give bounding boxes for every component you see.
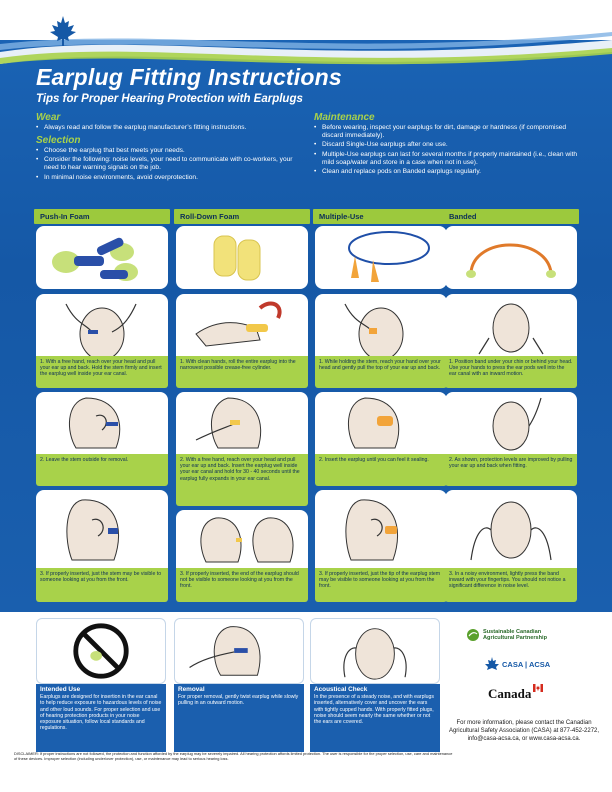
selection-list xyxy=(36,147,306,183)
scap-line1: Sustainable Canadian xyxy=(483,629,542,635)
column-header-roll-down-foam: Roll-Down Foam xyxy=(174,209,310,224)
removal-heading: Removal xyxy=(178,686,205,693)
banded-step3-caption: 3. In a noisy environment, lightly press the band inward with your fingertips. You should not notice a significant difference in noise level. xyxy=(445,568,577,602)
maple-leaf-logo xyxy=(46,14,80,48)
multiple-use-step3-caption: 3. If properly inserted, just the tip of the earplug stem may be visible to someone looking at you from the front. xyxy=(315,568,447,602)
removal-image xyxy=(174,618,304,684)
multiple-use-step1-image xyxy=(315,294,447,356)
acoustical-check-block xyxy=(310,684,440,752)
maintenance-heading: Maintenance xyxy=(314,112,375,123)
banded-product-image xyxy=(445,226,577,289)
scap-line2: Agricultural Partnership xyxy=(483,635,548,642)
page-title: Earplug Fitting Instructions xyxy=(36,64,342,90)
column-header-banded: Banded xyxy=(443,209,579,224)
scap-logo-text xyxy=(483,629,547,642)
push-in-foam-step2-caption: 2. Leave the stem outside for removal. xyxy=(36,454,168,486)
multiple-use-step1-caption: 1. While holding the stem, reach your hand over your head and gently pull the top of your ear up and back. xyxy=(315,356,447,388)
intended-use-image xyxy=(36,618,166,684)
banded-step3-image xyxy=(445,490,577,568)
multiple-use-step2-image xyxy=(315,392,447,454)
removal-block xyxy=(174,684,304,752)
selection-item: • Consider the following: noise levels, your need to communicate with co-workers, your need to hear warning signals on the job. xyxy=(36,156,306,172)
removal-text: For proper removal, gently twist earplug while slowly pulling in an outward motion. xyxy=(178,694,299,707)
multiple-use-step2-caption: 2. Insert the earplug until you can feel it sealing. xyxy=(315,454,447,486)
acoustical-check-text: In the presence of a steady noise, and with earplugs inserted, alternatively cover and uncover the ears with tightly cupped hands. With properly fitted plugs, noise should seem nearly the same whether or not the ears are covered. xyxy=(314,694,434,726)
push-in-foam-step3-caption: 3. If properly inserted, just the stem may be visible to someone looking at you from the front. xyxy=(36,568,168,602)
banded-step1-caption: 1. Position band under your chin or behind your head. Use your hands to press the ear pods well into the ear canal with an inward motion. xyxy=(445,356,577,388)
banded-step2-image xyxy=(445,392,577,454)
roll-down-foam-product-image xyxy=(176,226,308,289)
roll-down-foam-step1-image xyxy=(176,294,308,356)
wear-list xyxy=(36,124,306,133)
selection-item: • In minimal noise environments, avoid overprotection. xyxy=(36,174,306,182)
banded-step2-caption: 2. As shown, protection levels are improved by pulling your ear up and back when fitting. xyxy=(445,454,577,486)
roll-down-foam-step1-caption: 1. With clean hands, roll the entire earplug into the narrowest possible crease-free cylinder. xyxy=(176,356,308,388)
scap-logo-icon xyxy=(466,628,480,642)
maintenance-item: • Before wearing, inspect your earplugs for dirt, damage or hardness (if compromised discard immediately). xyxy=(314,124,584,140)
intended-use-text: Earplugs are designed for insertion in the ear canal to help reduce exposure to hazardous levels of noise and other loud sounds. For proper selection and use of hearing protection products in your noise exposure situation, follow local standards and regulations. xyxy=(40,694,162,732)
push-in-foam-product-image xyxy=(36,226,168,289)
casa-logo-text: CASA | ACSA xyxy=(502,660,551,669)
column-header-push-in-foam: Push-In Foam xyxy=(34,209,170,224)
roll-down-foam-step3-caption: 3. If properly inserted, the end of the earplug should not be visible to someone looking at you from the front. xyxy=(176,568,308,602)
intended-use-block xyxy=(36,684,166,752)
banded-step1-image xyxy=(445,294,577,356)
column-header-multiple-use: Multiple-Use xyxy=(313,209,449,224)
selection-item: • Choose the earplug that best meets your needs. xyxy=(36,147,306,155)
wear-heading: Wear xyxy=(36,112,61,123)
selection-heading: Selection xyxy=(36,135,81,146)
roll-down-foam-step2-image xyxy=(176,392,308,454)
maintenance-item: • Discard Single-Use earplugs after one use. xyxy=(314,141,584,149)
intended-use-heading: Intended Use xyxy=(40,686,81,693)
push-in-foam-step1-image xyxy=(36,294,168,356)
push-in-foam-step2-image xyxy=(36,392,168,454)
push-in-foam-step1-caption: 1. With a free hand, reach over your head and pull your ear up and back. Hold the stem firmly and insert the earplug well inside your ear canal. xyxy=(36,356,168,388)
wear-item: • Always read and follow the earplug manufacturer’s fitting instructions. xyxy=(36,124,306,132)
multiple-use-product-image xyxy=(315,226,447,289)
maintenance-list xyxy=(314,124,584,177)
push-in-foam-step3-image xyxy=(36,490,168,568)
roll-down-foam-step3-image xyxy=(176,510,308,568)
multiple-use-step3-image xyxy=(315,490,447,568)
acoustical-check-heading: Acoustical Check xyxy=(314,686,368,693)
canada-wordmark: Canada xyxy=(488,686,532,701)
disclaimer-text: DISCLAIMER: If proper instructions are not followed, the protection and function afforded by the earplug may be severely impaired. All hearing protection affords limited protection. The user is responsible for the proper selection, use, care and maintenance of these devices. Improper selection (including under/over protection), use, or maintenance may lead to serious hearing loss. xyxy=(14,751,453,761)
contact-info: For more information, please contact the Canadian Agricultural Safety Association (CASA) at 877-452-2272, info@casa-acsa.ca, or www.casa-acsa.ca. xyxy=(448,720,600,742)
casa-logo-icon xyxy=(484,656,500,672)
acoustical-check-image xyxy=(310,618,440,684)
page-subtitle: Tips for Proper Hearing Protection with Earplugs xyxy=(36,93,303,105)
roll-down-foam-step2-caption: 2. With a free hand, reach over your head and pull your ear up and back. Insert the earplug well inside your ear canal and hold for 30 - 40 seconds until the earplug fully expands in your ear canal. xyxy=(176,454,308,506)
maintenance-item: • Clean and replace pods on Banded earplugs regularly. xyxy=(314,168,584,176)
maintenance-item: • Multiple-Use earplugs can last for several months if properly maintained (i.e., clean with mild soap/water and store in a case when not in use). xyxy=(314,151,584,167)
canada-flag-icon xyxy=(533,684,543,692)
